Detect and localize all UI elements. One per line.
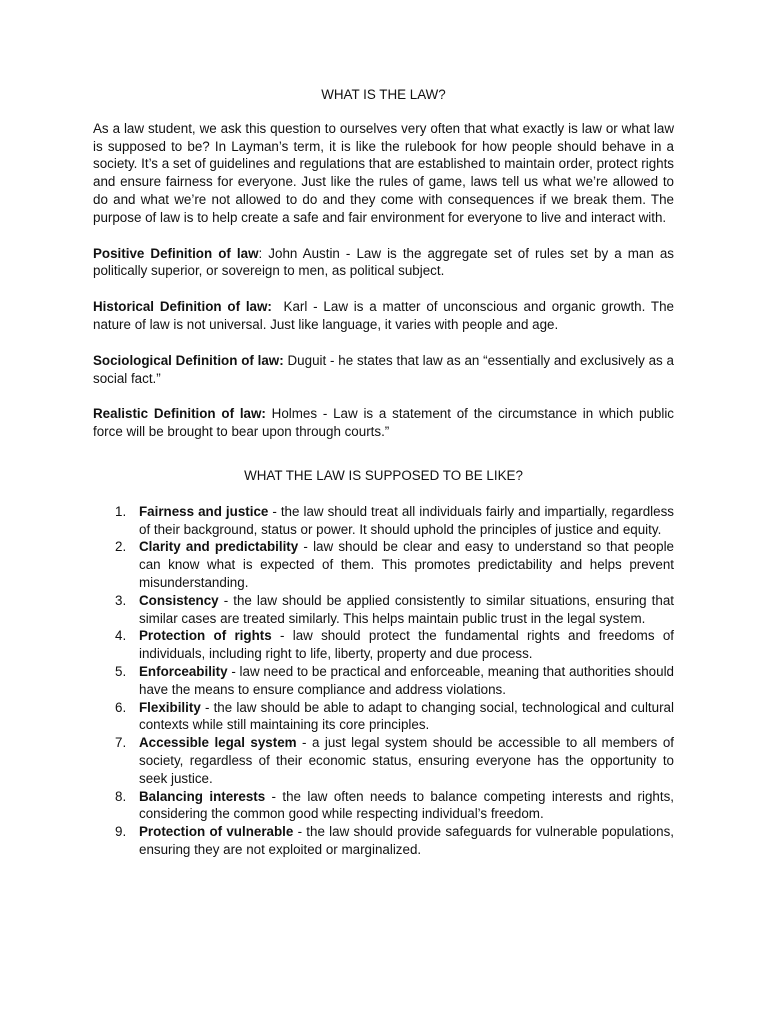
list-item-text: - the law should treat all individuals fairly and impartially, regardless of their background, status or power. It should uphold the principles of justice and equity. [139,503,674,537]
definition-label: Positive Definition of law [93,245,259,261]
list-item [115,788,674,824]
list-number: 7. [115,735,127,751]
list-item-term: Enforceability [139,663,228,679]
list-item [115,663,674,699]
document-title: WHAT IS THE LAW? [321,87,446,102]
list-item-text: - law should protect the fundamental rights and freedoms of individuals, including right to life, liberty, property and due process. [139,628,674,662]
definition-label: Historical Definition of law: [93,299,272,315]
definition-historical [93,298,674,334]
definition-separator [272,299,284,314]
list-number: 1. [115,503,127,519]
list-item-term: Consistency [139,592,219,608]
list-item [115,627,674,663]
definition-text: Holmes - Law is a statement of the circumstance in which public force will be brought to bear upon through courts.” [93,406,674,440]
intro-paragraph: As a law student, we ask this question to ourselves very often that what exactly is law or what law is supposed to be? In Layman’s term, it is like the rulebook for how people should behave in a society. It’s a set of guidelines and regulations that are established to maintain order, protect rights and ensure fairness for everyone. Just like the rules of game, laws tell us what we’re allowed to do and what we’re not allowed to do and they come with consequences if we break them. The purpose of law is to help create a safe and fair environment for everyone to live and interact with. [93,120,674,225]
list-item [115,823,674,859]
document-page [93,86,674,859]
list-item-text: - the law should be applied consistently to similar situations, ensuring that similar cases are treated similarly. This helps maintain public trust in the legal system. [139,592,674,626]
definition-label: Sociological Definition of law: [93,352,284,368]
list-item-text: - the law should provide safeguards for vulnerable populations, ensuring they are not exploited or marginalized. [139,824,674,857]
definition-label: Realistic Definition of law: [93,406,266,422]
list-item-text: - a just legal system should be accessible to all members of society, regardless of their economic status, ensuring everyone has the opportunity to seek justice. [139,735,674,786]
list-item-text: - the law should be able to adapt to changing social, technological and cultural contexts while still maintaining its core principles. [139,699,674,733]
law-principles-list [93,503,674,859]
list-number: 4. [115,628,127,644]
list-item [115,734,674,787]
definition-text: Karl - Law is a matter of unconscious and organic growth. The nature of law is not universal. Just like language, it varies with people and age. [93,299,674,332]
list-item [115,592,674,628]
list-item [115,699,674,735]
definition-text: John Austin - Law is the aggregate set of rules set by a man as politically superior, or sovereign to men, as political subject. [93,245,674,279]
list-item-term: Protection of rights [139,628,272,644]
list-number: 8. [115,788,127,804]
list-number: 5. [115,663,127,679]
definition-sociological [93,352,674,388]
list-number: 6. [115,699,127,715]
list-number: 2. [115,539,127,555]
list-number: 9. [115,824,127,840]
section-subtitle: WHAT THE LAW IS SUPPOSED TO BE LIKE? [244,467,523,483]
list-item [115,538,674,591]
list-item-term: Flexibility [139,699,201,715]
list-item-text: - the law often needs to balance competing interests and rights, considering the common good while respecting individual’s freedom. [139,788,674,822]
list-item [115,503,674,539]
definition-text: Duguit - he states that law as an “essentially and exclusively as a social fact.” [93,352,674,386]
definition-realistic [93,405,674,441]
list-item-term: Balancing interests [139,788,266,804]
definition-separator: : [258,245,269,261]
list-item-term: Accessible legal system [139,735,297,751]
list-item-term: Protection of vulnerable [139,824,294,840]
list-item-term: Fairness and justice [139,503,269,519]
list-item-text: - law should be clear and easy to understand so that people can know what is expected of them. This promotes predictability and helps prevent misunderstanding. [139,539,674,590]
definition-positive [93,245,674,281]
list-item-text: - law need to be practical and enforceable, meaning that authorities should have the means to ensure compliance and address violations. [139,663,674,697]
list-item-term: Clarity and predictability [139,539,299,555]
list-number: 3. [115,592,127,608]
